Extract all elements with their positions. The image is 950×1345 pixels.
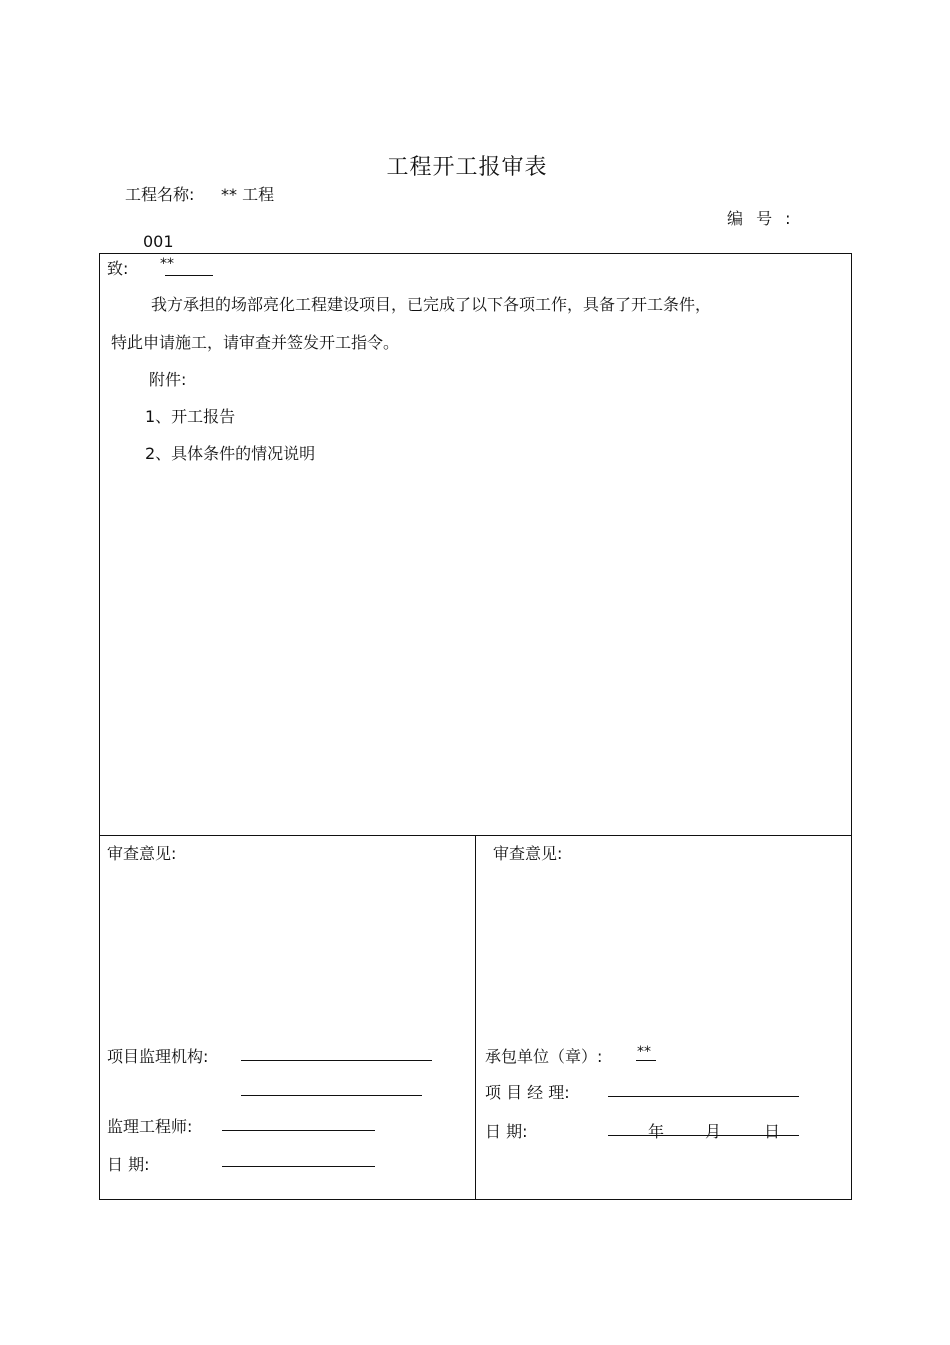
attachment-item: 1、开工报告 (145, 407, 236, 426)
supervising-engineer-line (222, 1130, 375, 1131)
project-name-label: 工程名称: (125, 185, 195, 204)
contractor-label: 承包单位（章）: (485, 1047, 603, 1066)
attachment-item: 2、具体条件的情况说明 (145, 444, 316, 463)
column-divider (475, 835, 476, 1200)
application-paragraph-line2: 特此申请施工，请审查并签发开工指令。 (111, 333, 400, 352)
serial-label: 编 号 : (727, 209, 795, 228)
contractor-underline (636, 1060, 656, 1061)
supervising-engineer-label: 监理工程师: (107, 1117, 193, 1136)
date-month: 月 (705, 1122, 722, 1141)
date-year: 年 (648, 1122, 665, 1141)
to-label: 致: (107, 259, 129, 278)
left-review-label: 审查意见: (107, 844, 177, 863)
application-paragraph-line1: 我方承担的场部亮化工程建设项目，已完成了以下各项工作，具备了开工条件， (151, 295, 712, 314)
to-underline (165, 275, 213, 276)
left-date-line (222, 1166, 375, 1167)
project-manager-line (608, 1096, 799, 1097)
project-name-value: ** 工程 (221, 185, 275, 204)
right-date-label: 日 期: (485, 1122, 528, 1141)
to-value: ** (160, 256, 174, 272)
contractor-value: ** (637, 1044, 651, 1060)
right-date-line (608, 1135, 799, 1136)
serial-value: 001 (143, 232, 174, 251)
date-day: 日 (764, 1122, 781, 1141)
page-title: 工程开工报审表 (386, 155, 548, 180)
supervision-org-line (241, 1060, 432, 1061)
supervision-org-line-2 (241, 1095, 422, 1096)
left-date-label: 日 期: (107, 1155, 150, 1174)
attachments-label: 附件: (149, 370, 187, 389)
supervision-org-label: 项目监理机构: (107, 1047, 209, 1066)
right-review-label: 审查意见: (493, 844, 563, 863)
project-manager-label: 项 目 经 理: (485, 1083, 570, 1102)
